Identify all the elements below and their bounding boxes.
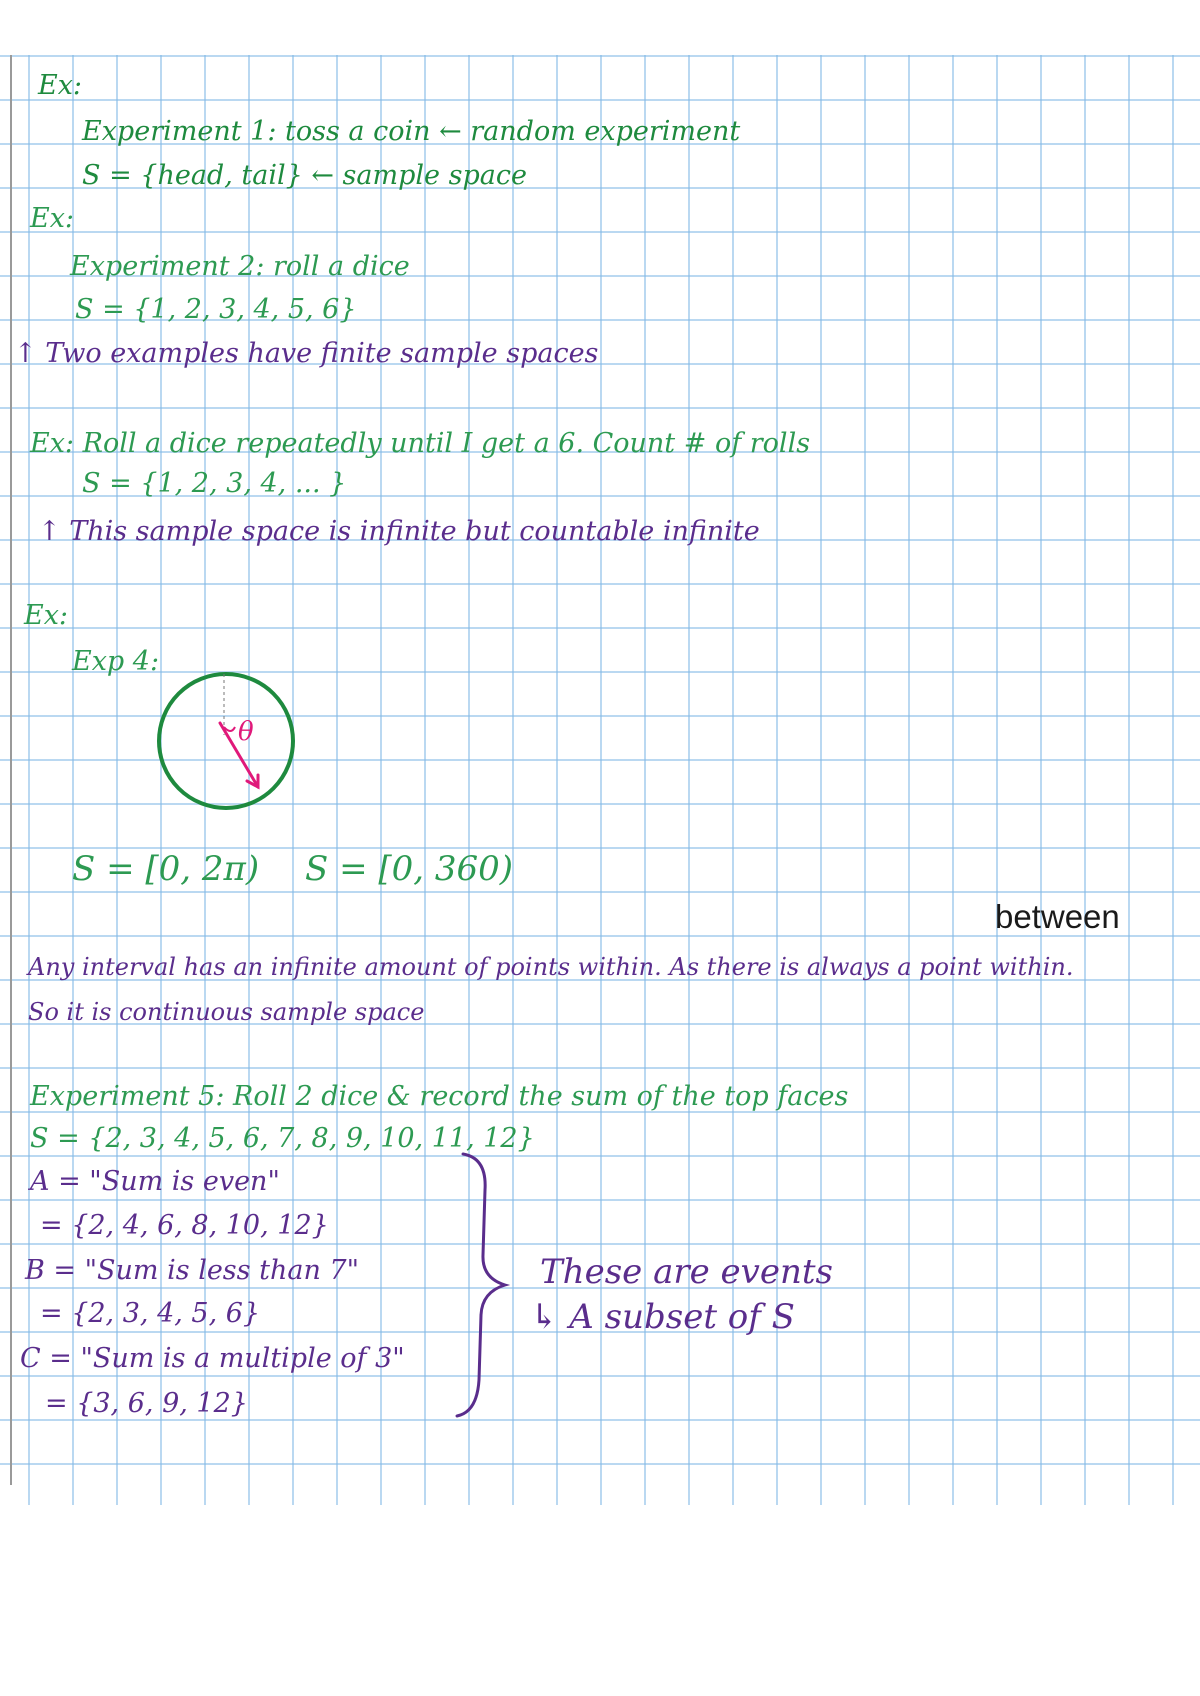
ex1-sample-space: S = {head, tail} ← sample space [82, 160, 527, 191]
ex2-experiment: Experiment 2: roll a dice [70, 251, 410, 282]
angle-circle-diagram [150, 665, 300, 815]
typed-annotation: between [995, 898, 1120, 935]
ex4-sample-space-degrees: S = [0, 360) [305, 849, 514, 889]
event-a-set: = {2, 4, 6, 8, 10, 12} [40, 1210, 329, 1241]
ex4-continuous-line1: Any interval has an infinite amount of points within. As there is always a point within. [28, 953, 1074, 981]
brace-note-subset: ↳ A subset of S [530, 1297, 795, 1337]
ex5-experiment: Experiment 5: Roll 2 dice & record the sum of the top faces [30, 1081, 849, 1112]
ex3-note: ↑ This sample space is infinite but countable infinite [38, 516, 760, 547]
ex2-sample-space: S = {1, 2, 3, 4, 5, 6} [75, 294, 357, 325]
ex2-label: Ex: [30, 203, 75, 234]
event-b-definition: B = "Sum is less than 7" [25, 1255, 360, 1286]
ex4-sample-space-radians: S = [0, 2π) [72, 849, 260, 889]
ex4-experiment: Exp 4: [72, 646, 160, 677]
curly-brace [455, 1150, 525, 1420]
ex4-label: Ex: [24, 600, 69, 631]
event-c-definition: C = "Sum is a multiple of 3" [20, 1343, 405, 1374]
event-c-set: = {3, 6, 9, 12} [45, 1388, 248, 1419]
event-a-definition: A = "Sum is even" [30, 1166, 280, 1197]
event-b-set: = {2, 3, 4, 5, 6} [40, 1298, 261, 1329]
ex3-sample-space: S = {1, 2, 3, 4, ... } [82, 468, 347, 499]
ex5-sample-space: S = {2, 3, 4, 5, 6, 7, 8, 9, 10, 11, 12} [30, 1123, 535, 1154]
theta-label: θ [238, 717, 254, 747]
ex1-experiment: Experiment 1: toss a coin ← random experiment [82, 116, 741, 147]
ex1-label: Ex: [38, 70, 83, 101]
brace-note-events: These are events [540, 1252, 833, 1292]
ex2-note: ↑ Two examples have finite sample spaces [14, 338, 599, 369]
circle-outline [159, 674, 293, 808]
left-margin-rule [10, 55, 12, 1485]
ex4-continuous-line2: So it is continuous sample space [28, 998, 425, 1026]
ex3-experiment: Ex: Roll a dice repeatedly until I get a 6. Count # of rolls [30, 428, 811, 459]
blank-area [0, 1505, 1200, 1696]
